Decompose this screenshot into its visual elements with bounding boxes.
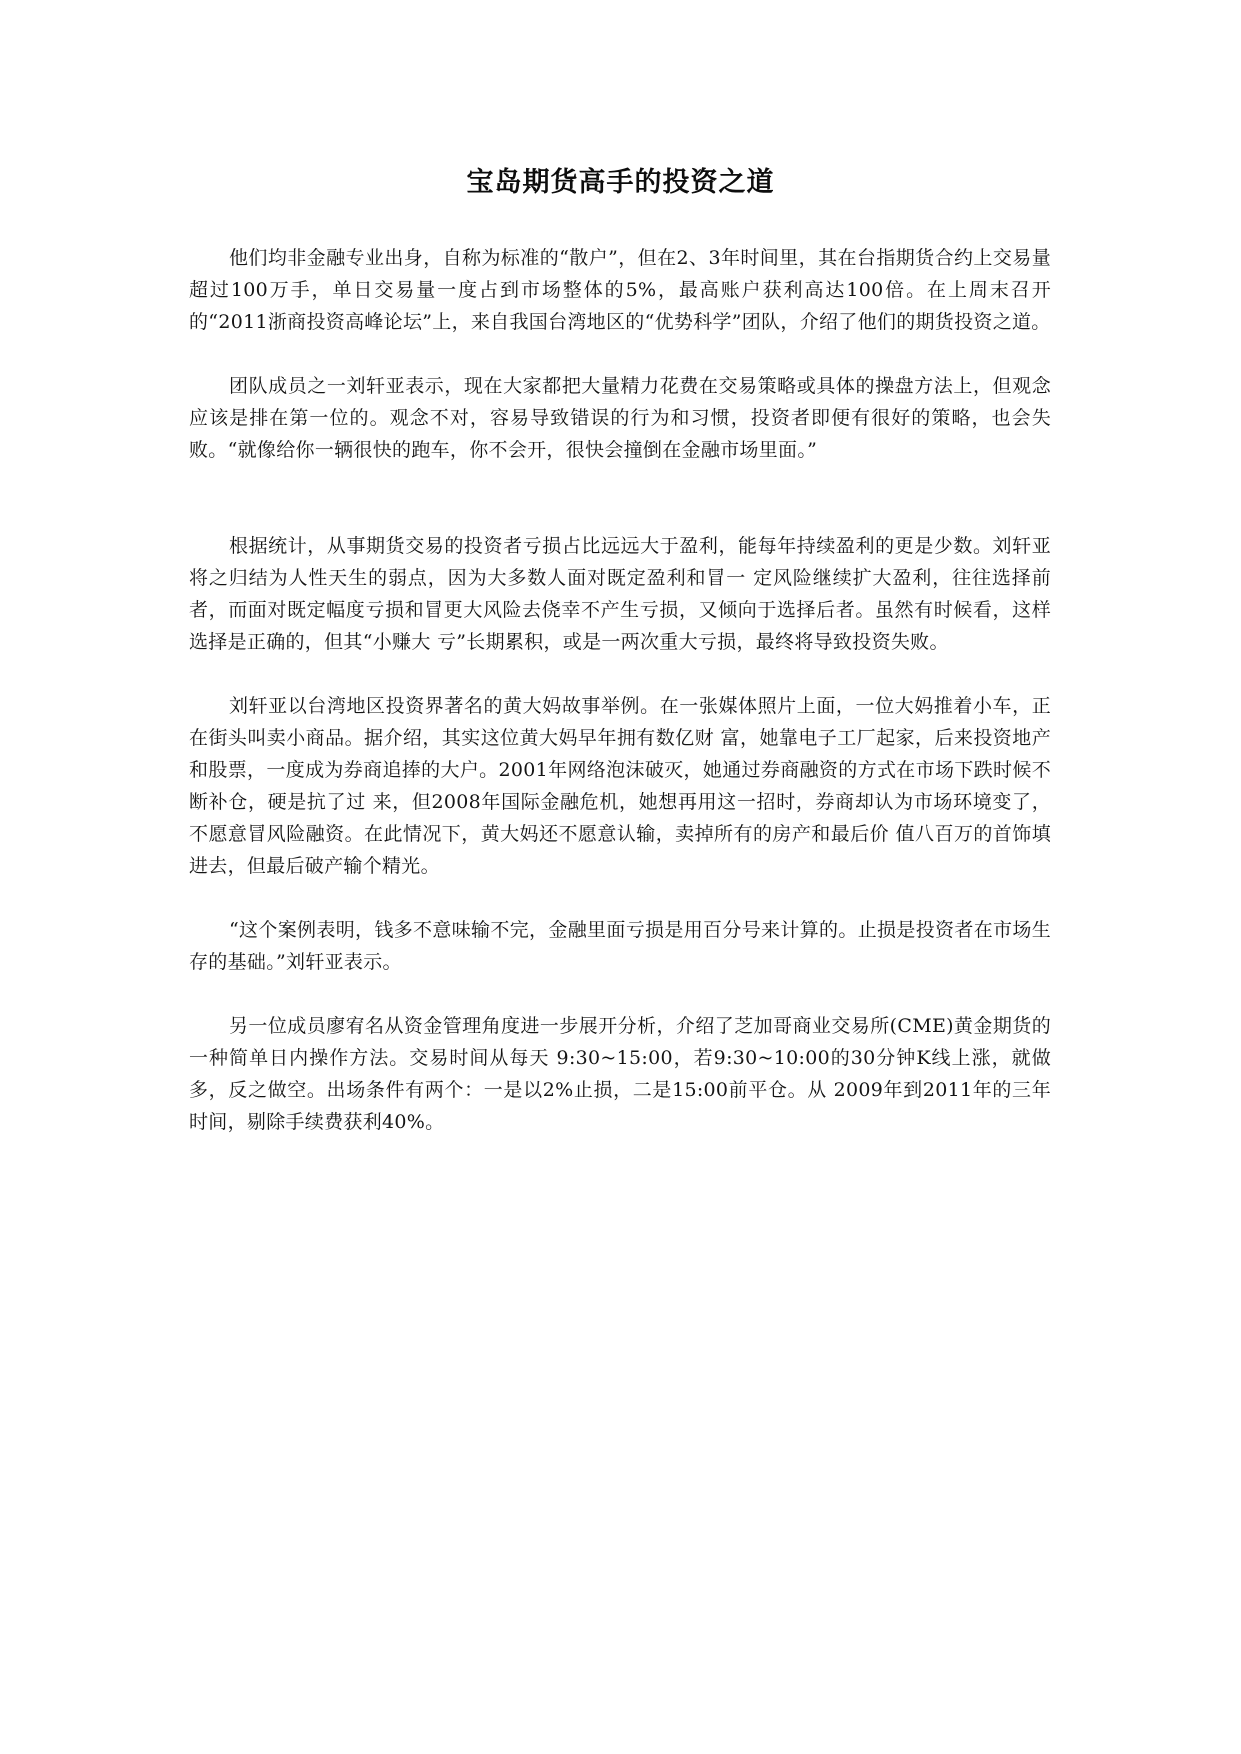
paragraph-method: 另一位成员廖宥名从资金管理角度进一步展开分析，介绍了芝加哥商业交易所(CME)黄金期货的一种简单日内操作方法。交易时间从每天 9:30~15:00，若9:30~10:00的30分钟K线上涨，就做多，反之做空。出场条件有两个：一是以2%止损，二是15:00前平仓。从 2009年到2011年的三年时间，剔除手续费获利40%。 bbox=[189, 1015, 1051, 1133]
paragraph-intro: 他们均非金融专业出身，自称为标准的“散户”，但在2、3年时间里，其在台指期货合约上交易量超过100万手，单日交易量一度占到市场整体的5%，最高账户获利高达100倍。在上周末召开的“2011浙商投资高峰论坛”上，来自我国台湾地区的“优势科学”团队，介绍了他们的期货投资之道。 bbox=[189, 247, 1051, 333]
paragraph-quote: “这个案例表明，钱多不意味输不完，金融里面亏损是用百分号来计算的。止损是投资者在市场生存的基础。”刘轩亚表示。 bbox=[189, 919, 1051, 973]
document-body bbox=[189, 242, 1051, 1138]
document-title: 宝岛期货高手的投资之道 bbox=[466, 167, 775, 198]
paragraph-case-story: 刘轩亚以台湾地区投资界著名的黄大妈故事举例。在一张媒体照片上面，一位大妈推着小车，正在街头叫卖小商品。据介绍，其实这位黄大妈早年拥有数亿财 富，她靠电子工厂起家，后来投资地产和股票，一度成为券商追捧的大户。2001年网络泡沫破灭，她通过券商融资的方式在市场下跌时候不断补仓，硬是抗了过 来，但2008年国际金融危机，她想再用这一招时，券商却认为市场环境变了，不愿意冒风险融资。在此情况下，黄大妈还不愿意认输，卖掉所有的房产和最后价 值八百万的首饰填进去，但最后破产输个精光。 bbox=[189, 695, 1051, 877]
paragraph-statistics: 根据统计，从事期货交易的投资者亏损占比远远大于盈利，能每年持续盈利的更是少数。刘轩亚将之归结为人性天生的弱点，因为大多数人面对既定盈利和冒一 定风险继续扩大盈利，往往选择前者，而面对既定幅度亏损和冒更大风险去侥幸不产生亏损，又倾向于选择后者。虽然有时候看，这样选择是正确的，但其“小赚大 亏”长期累积，或是一两次重大亏损，最终将导致投资失败。 bbox=[189, 535, 1051, 653]
paragraph-mindset: 团队成员之一刘轩亚表示，现在大家都把大量精力花费在交易策略或具体的操盘方法上，但观念应该是排在第一位的。观念不对，容易导致错误的行为和习惯，投资者即便有很好的策略，也会失败。“就像给你一辆很快的跑车，你不会开，很快会撞倒在金融市场里面。” bbox=[189, 375, 1051, 461]
